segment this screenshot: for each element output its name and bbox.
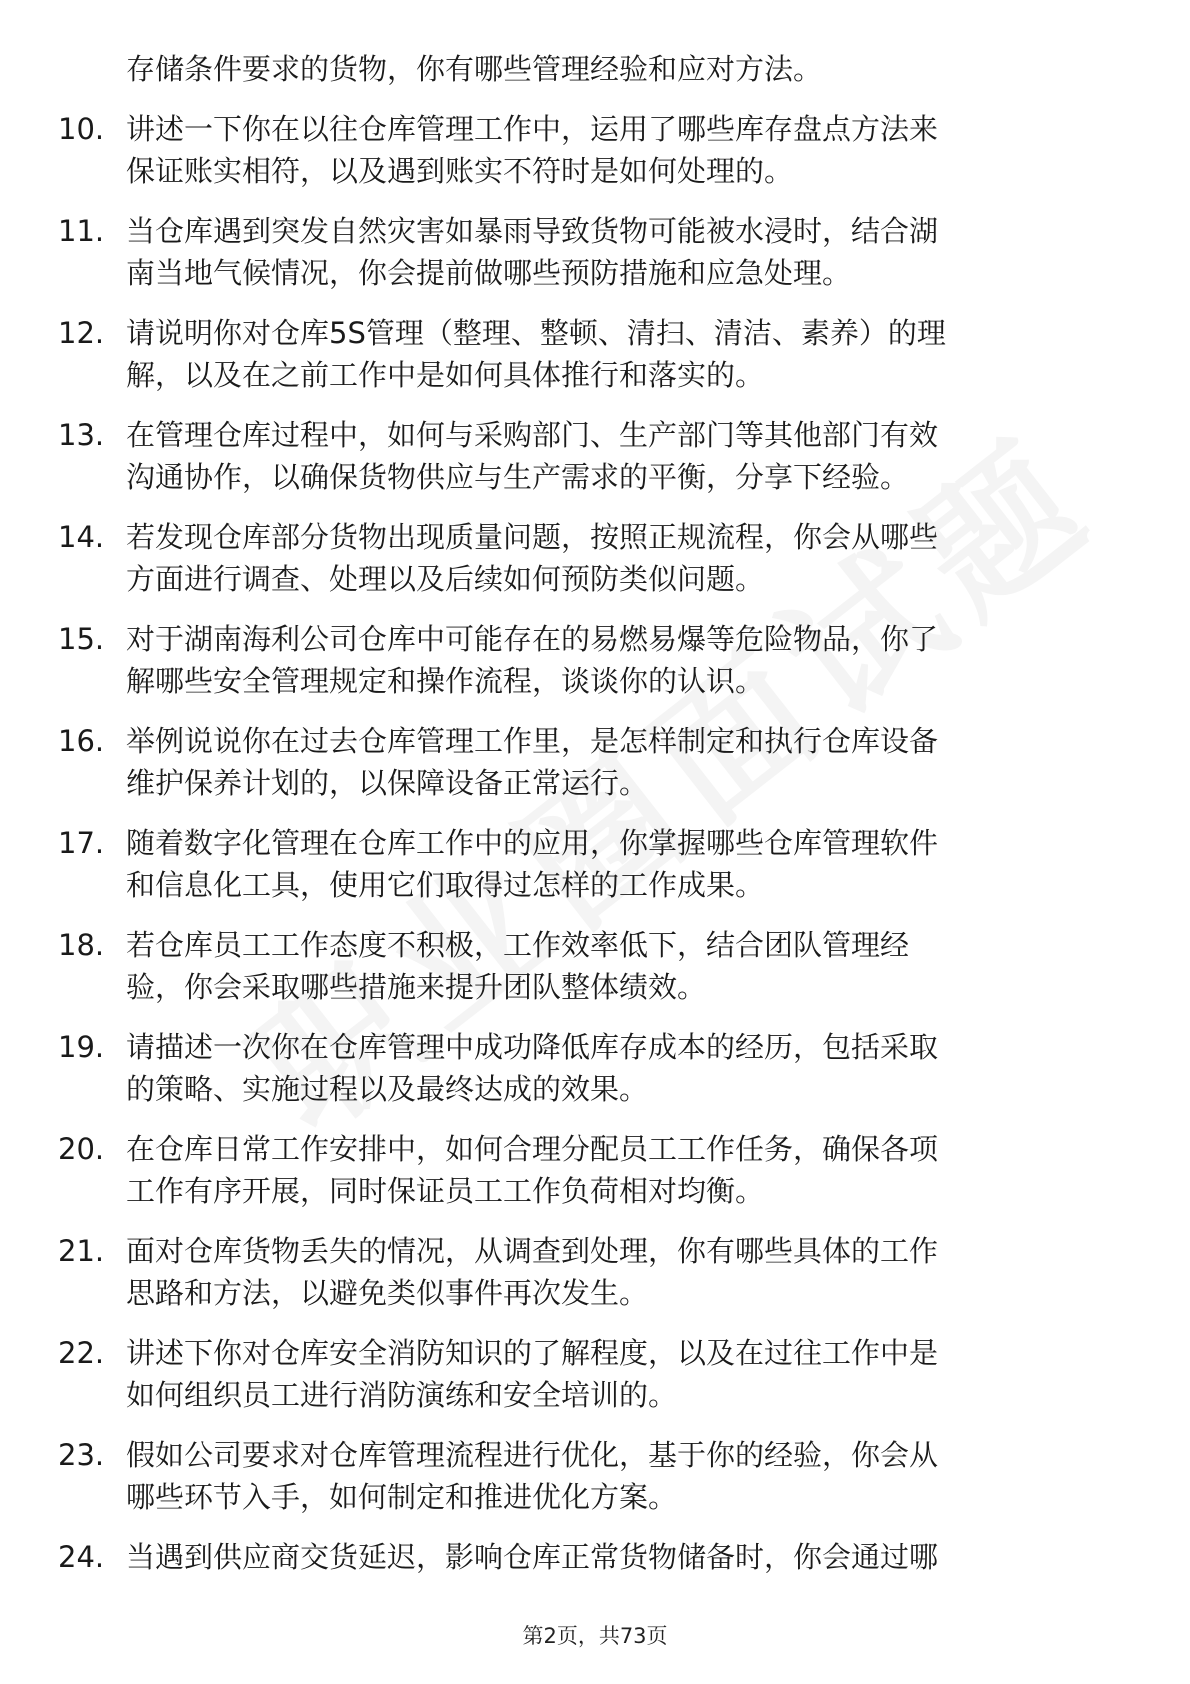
question-line: 工作有序开展，同时保证员工工作负荷相对均衡。	[126, 1174, 765, 1208]
question-text	[126, 1536, 1118, 1578]
question-item	[58, 1434, 1118, 1518]
question-text	[126, 414, 1118, 498]
question-item	[58, 516, 1118, 600]
question-text	[126, 1230, 1118, 1314]
question-line: 解哪些安全管理规定和操作流程，谈谈你的认识。	[126, 664, 765, 698]
question-line: 验，你会采取哪些措施来提升团队整体绩效。	[126, 970, 707, 1004]
question-number: 20.	[58, 1132, 105, 1166]
question-line: 对于湖南海利公司仓库中可能存在的易燃易爆等危险物品，你了	[126, 622, 939, 656]
question-line: 面对仓库货物丢失的情况，从调查到处理，你有哪些具体的工作	[126, 1234, 939, 1268]
question-number: 17.	[58, 826, 105, 860]
question-number: 21.	[58, 1234, 105, 1268]
question-item	[58, 1026, 1118, 1110]
question-item	[58, 210, 1118, 294]
question-text	[126, 108, 1118, 192]
question-line: 假如公司要求对仓库管理流程进行优化，基于你的经验，你会从	[126, 1438, 939, 1472]
question-number: 12.	[58, 316, 105, 350]
question-line: 方面进行调查、处理以及后续如何预防类似问题。	[126, 562, 765, 596]
question-number: 23.	[58, 1438, 105, 1472]
continuation-line: 存储条件要求的货物，你有哪些管理经验和应对方法。	[126, 52, 823, 86]
question-number: 24.	[58, 1540, 105, 1574]
question-text	[126, 1128, 1118, 1212]
question-item	[58, 1536, 1118, 1578]
question-line: 若发现仓库部分货物出现质量问题，按照正规流程，你会从哪些	[126, 520, 939, 554]
question-line: 请描述一次你在仓库管理中成功降低库存成本的经历，包括采取	[126, 1030, 939, 1064]
question-text	[126, 312, 1118, 396]
question-item	[58, 312, 1118, 396]
question-line: 的策略、实施过程以及最终达成的效果。	[126, 1072, 649, 1106]
question-line: 随着数字化管理在仓库工作中的应用，你掌握哪些仓库管理软件	[126, 826, 939, 860]
question-text	[126, 210, 1118, 294]
question-text	[126, 1332, 1118, 1416]
question-line: 当仓库遇到突发自然灾害如暴雨导致货物可能被水浸时，结合湖	[126, 214, 939, 248]
question-number: 15.	[58, 622, 105, 656]
question-number: 19.	[58, 1030, 105, 1064]
question-line: 维护保养计划的，以保障设备正常运行。	[126, 766, 649, 800]
question-item	[58, 1128, 1118, 1212]
question-text	[126, 924, 1118, 1008]
question-number: 13.	[58, 418, 105, 452]
question-text	[126, 1434, 1118, 1518]
question-line: 若仓库员工工作态度不积极，工作效率低下，结合团队管理经	[126, 928, 910, 962]
question-line: 当遇到供应商交货延迟，影响仓库正常货物储备时，你会通过哪	[126, 1540, 939, 1574]
question-list	[58, 48, 1118, 1596]
page-footer: 第2页，共73页	[522, 1624, 668, 1648]
question-line: 思路和方法，以避免类似事件再次发生。	[126, 1276, 649, 1310]
question-line: 解，以及在之前工作中是如何具体推行和落实的。	[126, 358, 765, 392]
question-number: 22.	[58, 1336, 105, 1370]
question-text	[126, 720, 1118, 804]
question-item	[58, 414, 1118, 498]
question-text	[126, 1026, 1118, 1110]
question-text	[126, 516, 1118, 600]
question-line: 在管理仓库过程中，如何与采购部门、生产部门等其他部门有效	[126, 418, 939, 452]
question-item	[58, 822, 1118, 906]
question-line: 在仓库日常工作安排中，如何合理分配员工工作任务，确保各项	[126, 1132, 939, 1166]
question-line: 和信息化工具，使用它们取得过怎样的工作成果。	[126, 868, 765, 902]
question-line: 请说明你对仓库5S管理（整理、整顿、清扫、清洁、素养）的理	[126, 316, 946, 350]
question-text	[126, 822, 1118, 906]
question-item	[58, 1332, 1118, 1416]
question-text	[126, 618, 1118, 702]
question-number: 14.	[58, 520, 105, 554]
question-line: 讲述下你对仓库安全消防知识的了解程度，以及在过往工作中是	[126, 1336, 939, 1370]
question-item	[58, 108, 1118, 192]
question-line: 南当地气候情况，你会提前做哪些预防措施和应急处理。	[126, 256, 852, 290]
question-number: 18.	[58, 928, 105, 962]
question-item	[58, 1230, 1118, 1314]
question-line: 讲述一下你在以往仓库管理工作中，运用了哪些库存盘点方法来	[126, 112, 939, 146]
question-number: 11.	[58, 214, 105, 248]
question-number: 10.	[58, 112, 105, 146]
question-item	[58, 720, 1118, 804]
question-line: 哪些环节入手，如何制定和推进优化方案。	[126, 1480, 678, 1514]
question-line: 沟通协作，以确保货物供应与生产需求的平衡，分享下经验。	[126, 460, 910, 494]
question-item	[58, 924, 1118, 1008]
question-item	[58, 618, 1118, 702]
question-line: 举例说说你在过去仓库管理工作里，是怎样制定和执行仓库设备	[126, 724, 939, 758]
question-line: 保证账实相符，以及遇到账实不符时是如何处理的。	[126, 154, 794, 188]
question-number: 16.	[58, 724, 105, 758]
question-line: 如何组织员工进行消防演练和安全培训的。	[126, 1378, 678, 1412]
